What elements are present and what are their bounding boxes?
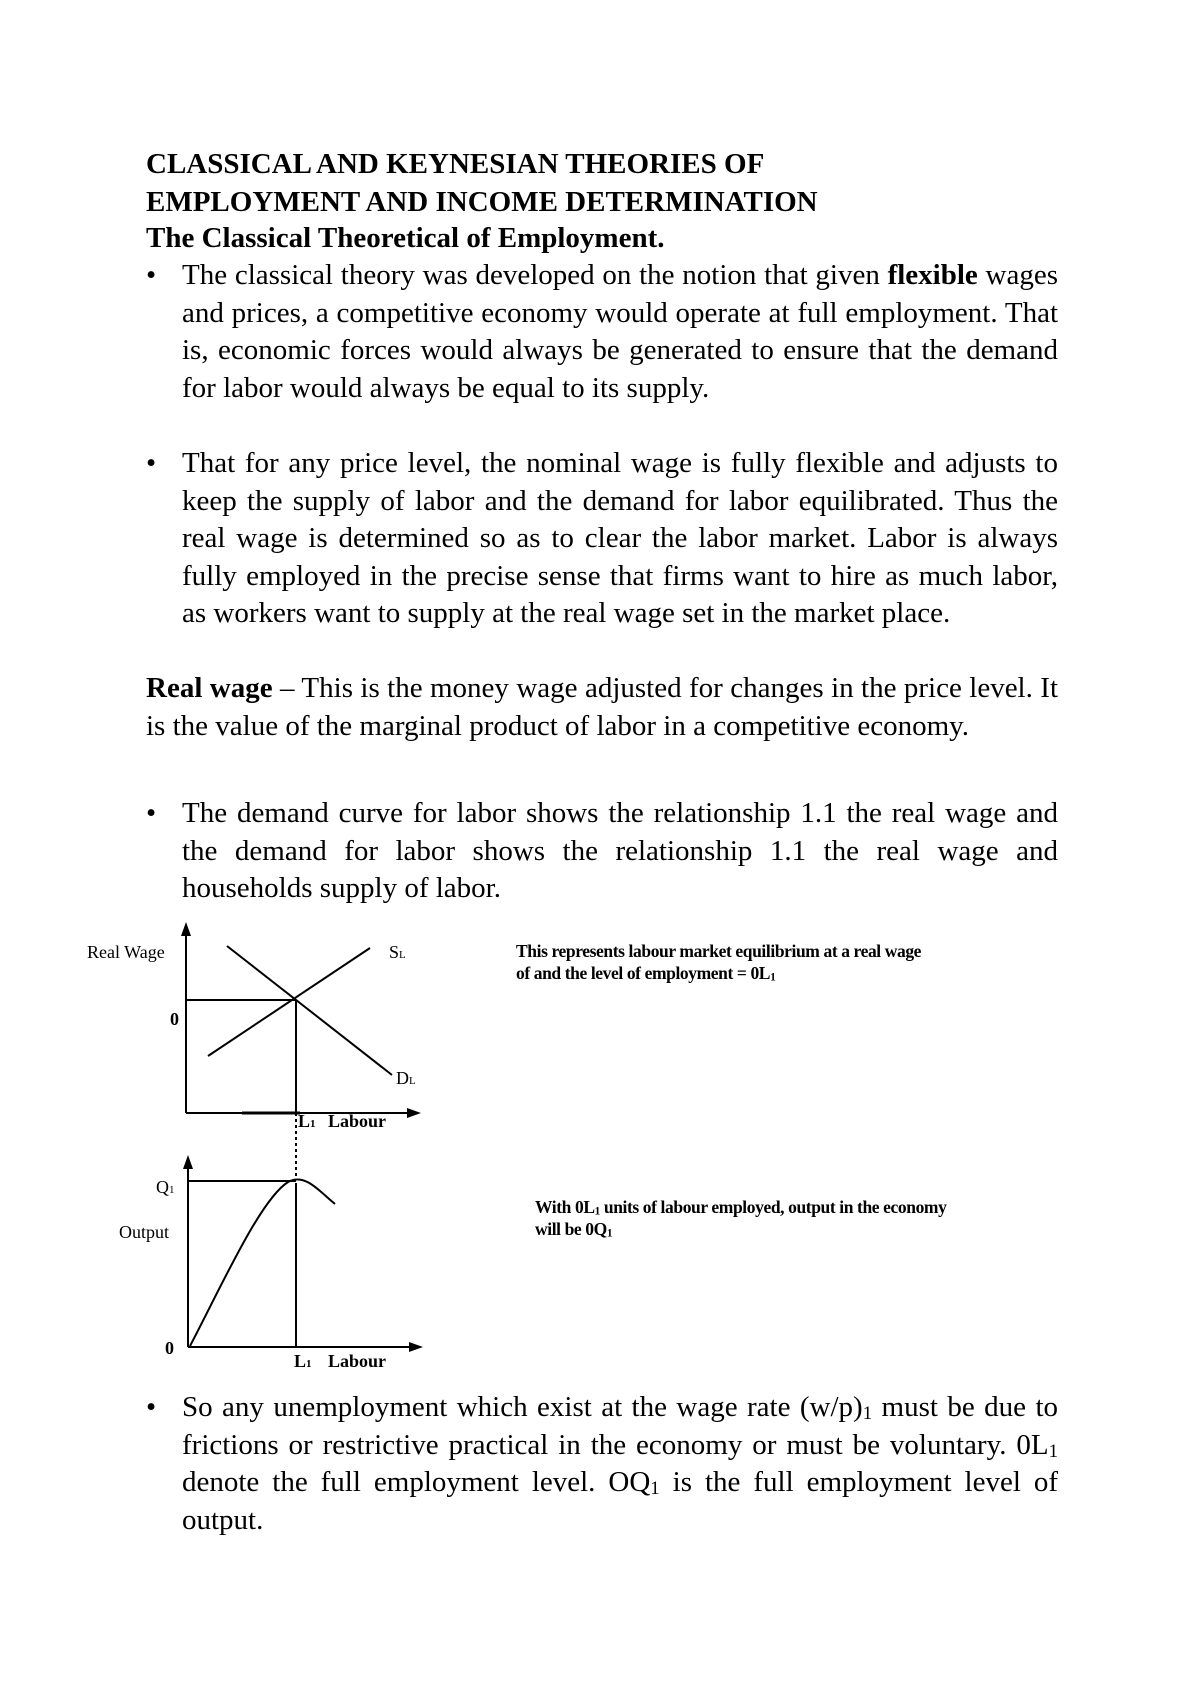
- labour-market-note-line-2: of and the level of employment = $0L_1$: [516, 963, 776, 984]
- title-line-2: EMPLOYMENT AND INCOME DETERMINATION: [146, 185, 818, 218]
- top-origin-label: 0: [170, 1009, 179, 1029]
- supply-curve-label: SL: [389, 942, 406, 962]
- bullet-4-text: So any unemployment which exist at the wage rate $(w/p)_1$ must be due to frictions or restrictive practical in the economy or must be voluntary. $0L_1$ denote the full employment level. $OQ_1$ is the full employment level of output.: [182, 1391, 1059, 1536]
- bullet-marker: •: [146, 259, 157, 291]
- labour-market-note-line-1: This represents labour market equilibrium at a real wage: [516, 941, 922, 961]
- y-axis-arrow: [181, 922, 191, 936]
- top-l1-label: L1: [298, 1111, 316, 1131]
- output-axis-arrow: [183, 1155, 193, 1169]
- x-axis-arrow: [407, 1108, 421, 1118]
- labour-market-note: [516, 940, 1076, 984]
- bullet-1-text-post: wages and prices, a competitive economy would operate at full employment. That is, economic forces would always be generated to ensure that the demand for labor would always be equal to its supply.: [182, 259, 1058, 404]
- bottom-origin-label: 0: [165, 1338, 174, 1358]
- output-axis-label: Output: [119, 1222, 170, 1242]
- bullet-3-text: The demand curve for labor shows the relationship 1.1 the real wage and the demand for labor shows the relationship 1.1 the real wage and households supply of labor.: [182, 797, 1058, 904]
- section-heading: The Classical Theoretical of Employment.: [146, 222, 665, 254]
- bottom-labour-axis-label: Labour: [328, 1351, 387, 1371]
- demand-curve-label: DL: [396, 1068, 416, 1088]
- bullet-item-4: [146, 1389, 1058, 1539]
- q1-axis-label: Q1: [156, 1177, 175, 1197]
- bullet-marker: •: [146, 447, 157, 479]
- real-wage-term: Real wage: [146, 672, 273, 704]
- production-function-curve: [190, 1179, 335, 1346]
- title-line-1: CLASSICAL AND KEYNESIAN THEORIES OF: [146, 148, 765, 180]
- bullet-1-bold-term: flexible: [887, 259, 978, 291]
- bullet-marker: •: [146, 797, 157, 829]
- bullet-2-text: That for any price level, the nominal wage is fully flexible and adjusts to keep the supply of labor and the demand for labor equilibrated. Thus the real wage is determined so as to clear the labor market. Labor is always fully employed in the precise sense that firms want to hire as much labor, as workers want to supply at the real wage set in the market place.: [182, 447, 1058, 629]
- output-note-line-1: With $0L_1$ units of labour employed, output in the economy: [535, 1197, 947, 1218]
- output-note: [535, 1196, 1095, 1240]
- top-labour-axis-label: Labour: [328, 1111, 387, 1131]
- bottom-x-axis-arrow: [409, 1342, 423, 1352]
- labour-market-diagram: [181, 922, 421, 1180]
- output-note-line-2: will be $0Q_1$: [535, 1219, 613, 1240]
- bullet-marker: •: [146, 1391, 157, 1423]
- demand-curve: [227, 946, 392, 1075]
- bottom-l1-label: L1: [294, 1351, 312, 1371]
- real-wage-axis-label: Real Wage: [87, 942, 165, 962]
- production-function-diagram: [183, 1155, 423, 1352]
- real-wage-text: – This is the money wage adjusted for changes in the price level. It is the value of the marginal product of labor in a competitive economy.: [146, 672, 1058, 742]
- bullet-1-text-pre: The classical theory was developed on the notion that given: [182, 259, 888, 291]
